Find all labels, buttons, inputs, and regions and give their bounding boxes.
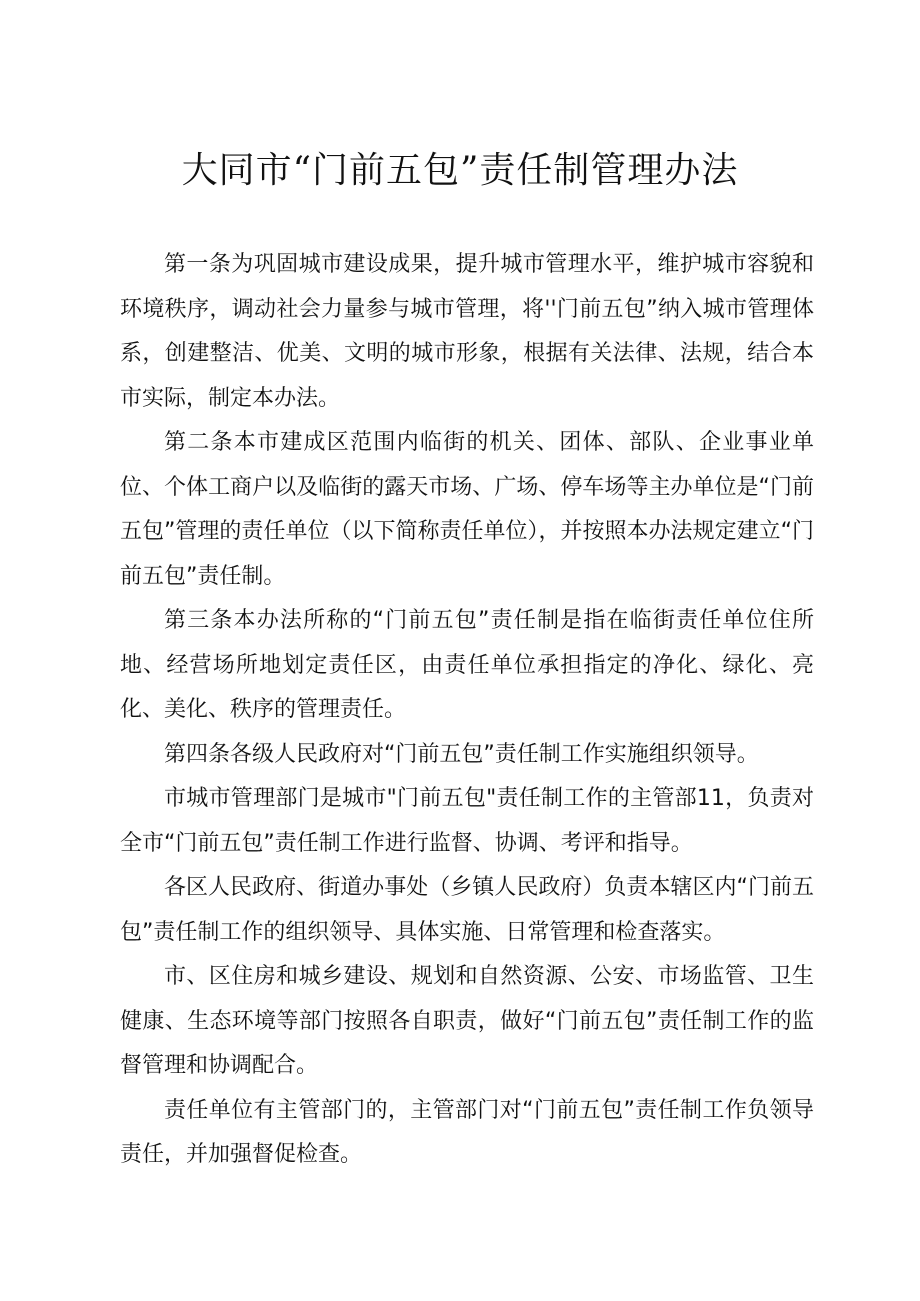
paragraph-article-1: 第一条为巩固城市建设成果，提升城市管理水平，维护城市容貌和环境秩序，调动社会力量参与城市管理，将''门前五包”纳入城市管理体系，创建整洁、优美、文明的城市形象，根据有关法律、法规，结合本市实际，制定本办法。 [120,252,814,411]
document-body [120,243,814,1178]
document-title: 大同市“门前五包”责任制管理办法 [181,150,739,191]
paragraph-related-departments: 市、区住房和城乡建设、规划和自然资源、公安、市场监管、卫生健康、生态环境等部门按照各自职责，做好“门前五包”责任制工作的监督管理和协调配合。 [120,964,814,1078]
paragraph-city-department: 市城市管理部门是城市"门前五包"责任制工作的主管部11，负责对全市“门前五包”责任制工作进行监督、协调、考评和指导。 [120,786,814,856]
paragraph-article-4: 第四条各级人民政府对“门前五包”责任制工作实施组织领导。 [164,741,759,767]
paragraph-article-2: 第二条本市建成区范围内临街的机关、团体、部队、企业事业单位、个体工商户以及临街的露天市场、广场、停车场等主办单位是“门前五包”管理的责任单位（以下简称责任单位），并按照本办法规定建立“门前五包”责任制。 [120,430,814,589]
paragraph-district-government: 各区人民政府、街道办事处（乡镇人民政府）负责本辖区内“门前五包”责任制工作的组织领导、具体实施、日常管理和检查落实。 [120,875,814,945]
paragraph-responsible-units: 责任单位有主管部门的，主管部门对“门前五包”责任制工作负领导责任，并加强督促检查。 [120,1097,814,1167]
paragraph-article-3: 第三条本办法所称的“门前五包”责任制是指在临街责任单位住所地、经营场所地划定责任区，由责任单位承担指定的净化、绿化、亮化、美化、秩序的管理责任。 [120,608,814,722]
